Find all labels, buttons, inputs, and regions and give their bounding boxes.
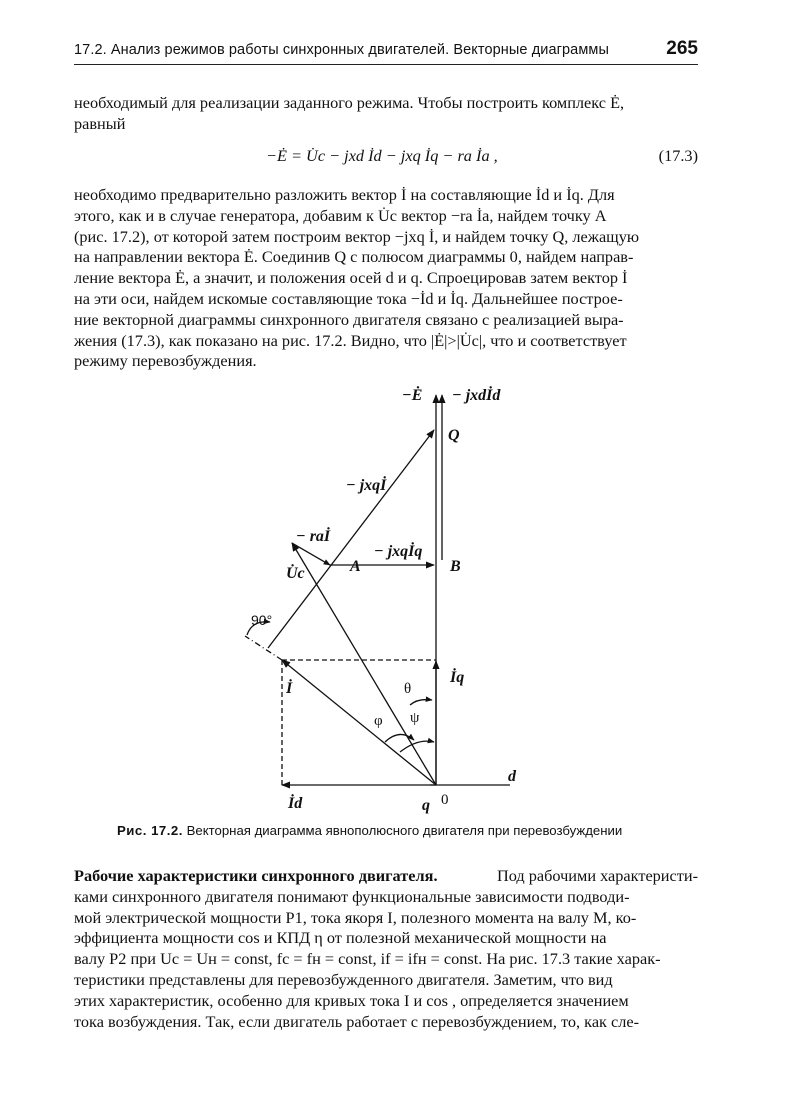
label-psi: ψ [410,710,420,726]
figure-caption [117,823,622,838]
text-line: ками синхронного двигателя понимают функциональные зависимости подводи- [74,886,630,906]
label-I: İ [286,680,293,697]
text-line [74,866,698,887]
text-line: этого, как и в случае генератора, добавим к U̇c вектор −ra İa, найдем точку A [74,205,607,225]
minus-jxqI-vector [268,430,434,648]
text-line: (рис. 17.2), от которой затем построим вектор −jxq İ, и найдем точку Q, лежащую [74,226,640,246]
text-line: теристики представлены для перевозбужденного двигателя. Заметим, что вид [74,969,613,989]
label-B: B [450,558,461,575]
label-Uc: U̇c [286,565,305,582]
label-A: A [350,558,361,575]
label-d-axis: d [508,768,516,785]
caption-number: Рис. 17.2. [117,823,183,838]
text-line: ление вектора Ė, а значит, и положения осей d и q. Спроецировав затем вектор İ [74,268,628,288]
label-minus-E: −Ė [402,387,423,404]
text-line: ние векторной диаграммы синхронного двигателя связано с реализацией выра- [74,309,624,329]
text-line: жения (17.3), как показано на рис. 17.2. Видно, что |Ė|>|U̇c|, что и соответствует [74,330,627,350]
text-line: эффициента мощности cos и КПД η от полезной механической мощности на [74,928,607,948]
text-line: мой электрической мощности P1, тока якоря I, полезного момента на валу M, ко- [74,907,637,927]
minus-raI-vector [292,543,330,565]
text-line: валу P2 при Uc = Uн = const, fc = fн = const, if = ifн = const. На рис. 17.3 такие харак- [74,949,661,969]
paragraph-3 [74,866,698,1032]
label-origin: 0 [441,792,449,808]
psi-arc [400,741,434,752]
text-line: необходимый для реализации заданного режима. Чтобы построить комплекс Ė, [74,93,625,112]
caption-text: Векторная диаграмма явнополюсного двигателя при перевозбуждении [186,823,623,838]
page-number: 265 [666,38,698,59]
equation-body: −Ė = U̇c − jxd İd − jxq İq − ra İa , [266,146,498,165]
Uc-vector [292,543,436,785]
label-phi: φ [374,713,383,729]
label-theta: θ [404,681,412,697]
label-Q: Q [448,427,460,444]
text-line: на эти оси, найдем искомые составляющие тока −İd и İq. Дальнейшее построе- [74,288,623,308]
text-line: режиму перевозбуждения. [74,351,257,371]
label-minus-raI: − raİ [296,528,331,545]
construction-line [245,636,282,660]
label-minus-jxdId: − jxdİd [452,387,501,404]
text-line-part: Под рабочими характеристи- [496,866,698,885]
text-line: на направлении вектора Ė. Соединив Q с полюсом диаграммы 0, найдем направ- [74,247,634,267]
label-90-degrees: 90° [251,612,273,628]
header-title: 17.2. Анализ режимов работы синхронных двигателей. Векторные диаграммы [74,42,610,58]
label-minus-jxqI: − jxqİ [346,477,387,494]
section-heading: Рабочие характеристики синхронного двигателя. [74,866,438,885]
text-line: этих характеристик, особенно для кривых тока I и cos , определяется значением [74,990,629,1010]
text-line: необходимо предварительно разложить вектор İ на составляющие İd и İq. Для [74,185,615,204]
text-line: тока возбуждения. Так, если двигатель работает с перевозбуждением, то, как сле- [74,1011,640,1031]
theta-arc [410,700,432,705]
label-q-axis: q [422,797,430,814]
label-Id: İd [288,795,303,812]
label-Iq: İq [450,669,465,686]
label-minus-jxqIq: − jxqİq [374,543,423,560]
text-line: равный [74,113,126,133]
equation-number: (17.3) [658,146,698,165]
